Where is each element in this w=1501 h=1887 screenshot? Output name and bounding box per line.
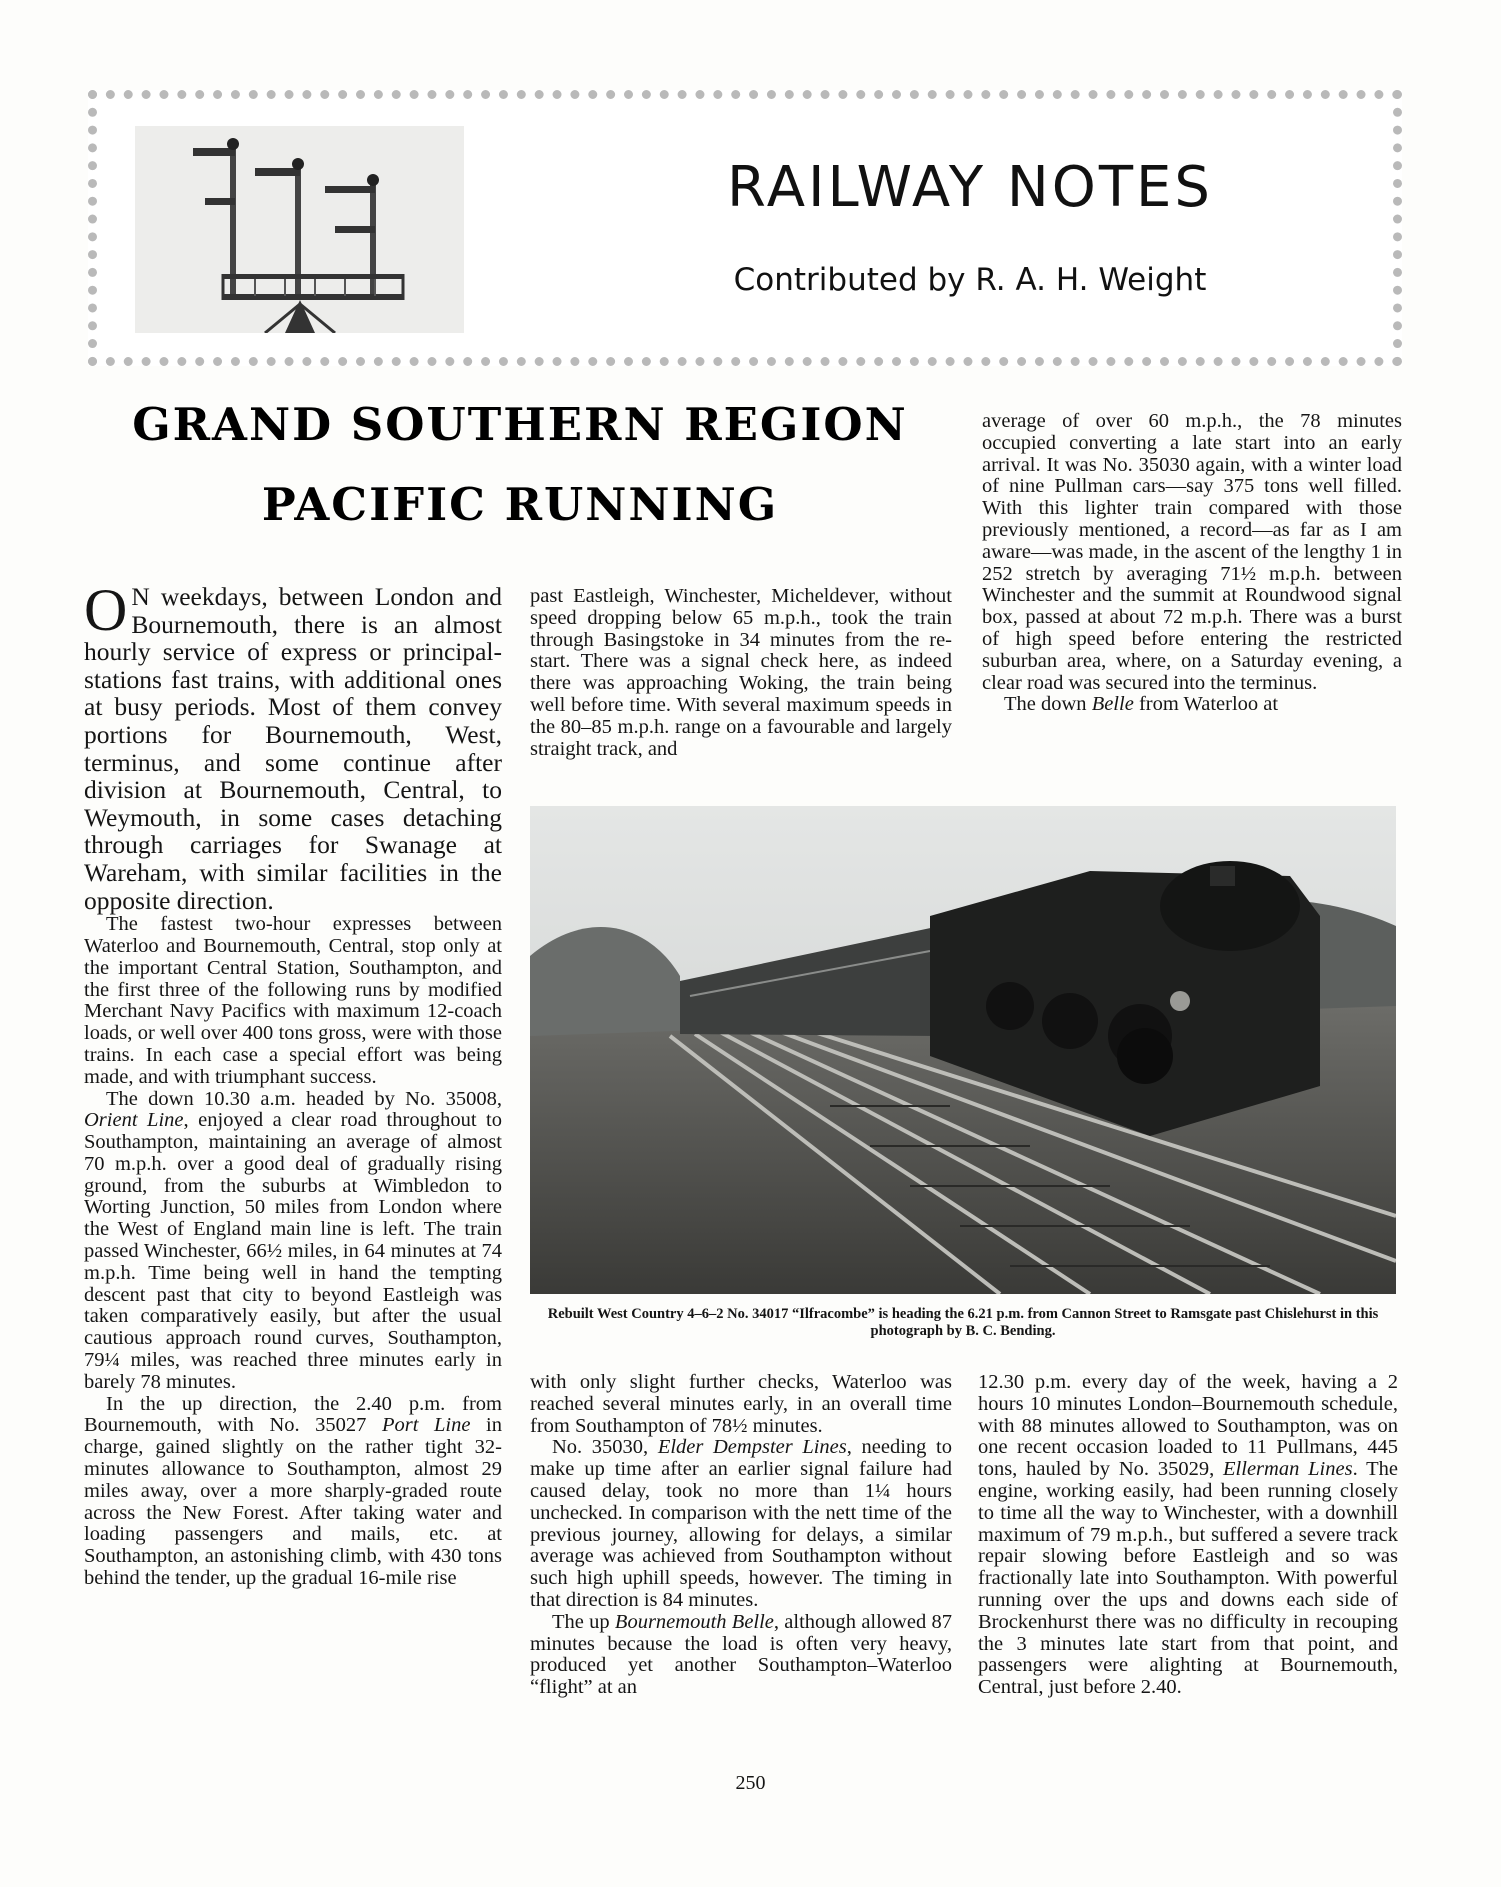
paragraph: In the up direction, the 2.40 p.m. from Bournemouth, with No. 35027 Port Line in charge, gained slightly on the rather tight 32-minutes allowance to Southampton, almost 29 miles away, over a more sharply-graded route across the New Forest. After taking water and loading passengers and mails, etc. at Southampton, an astonishing climb, with 430 tons behind the tender, up the gradual 16-mile rise	[84, 1392, 502, 1590]
train-photo	[530, 806, 1396, 1294]
paragraph: The up Bournemouth Belle, although allowed 87 minutes because the load is often very heavy, produced yet another Southampton–Waterloo “flight” at an	[530, 1610, 952, 1699]
paragraph: with only slight further checks, Waterloo was reached several minutes early, in an overall time from Southampton of 78½ minutes.	[530, 1371, 952, 1437]
byline: Contributed by R. A. H. Weight	[733, 262, 1207, 298]
column-2-bottom	[530, 1372, 952, 1699]
signal-gantry-photo	[135, 126, 464, 333]
paragraph: No. 35030, Elder Dempster Lines, needing to make up time after an earlier signal failure had caused delay, took no more than 1¼ hours unchecked. In comparison with the nett time of the previous journey, allowing for delays, a similar average was achieved from Southampton without such high uphill speeds, however. The timing in that direction is 84 minutes.	[530, 1436, 952, 1611]
paragraph: The fastest two-hour expresses between Waterloo and Bournemouth, Central, stop only at the important Central Station, Southampton, and the first three of the following runs by modified Merchant Navy Pacifics with maximum 12-coach loads, or well over 400 tons gross, were with those trains. In each case a special effort was being made, and with triumphant success.	[84, 913, 502, 1088]
locomotive-illustration	[530, 806, 1396, 1294]
paragraph: 12.30 p.m. every day of the week, having a 2 hours 10 minutes London–Bournemouth schedule, with 88 minutes allowed to Southampton, was on one recent occasion loaded to 11 Pullmans, 445 tons, hauled by No. 35029, Ellerman Lines. The engine, working easily, had been running closely to time all the way to Winchester, with a downhill maximum of 79 m.p.h., but suffered a severe track repair slowing before Eastleigh and so was fractionally late into Southampton. With powerful running over the ups and downs each side of Brockenhurst there was no difficulty in recouping the 3 minutes late start from that point, and passengers were alighting at Bournemouth, Central, just before 2.40.	[978, 1371, 1398, 1699]
drop-cap: O	[84, 577, 128, 643]
paragraph: The down 10.30 a.m. headed by No. 35008, Orient Line, enjoyed a clear road throughout to Southampton, maintaining an average of almost 70 m.p.h. over a good deal of gradually rising ground, from the suburbs at Wimbledon to Worting Junction, 50 miles from London where the West of England main line is left. The train passed Winchester, 66½ miles, in 64 minutes at 74 m.p.h. Time being well in hand the tempting descent past that city to beyond Eastleigh was taken comparatively easily, but after the usual cautious approach round curves, Southampton, 79¼ miles, was reached three minutes early in barely 78 minutes.	[84, 1087, 503, 1393]
article-headline-line-1: GRAND SOUTHERN REGION	[132, 398, 908, 451]
column-1	[84, 577, 503, 1590]
paragraph: The down Belle from Waterloo at	[1004, 693, 1279, 716]
column-3-bottom	[978, 1372, 1398, 1699]
semaphore-signals-illustration	[135, 126, 464, 333]
article-headline-line-2: PACIFIC RUNNING	[261, 478, 779, 531]
column-2-top	[530, 586, 952, 760]
lead-paragraph: O N weekdays, between London and Bournemouth, there is an almost hourly service of express or principal-stations fast trains, with additional ones at busy periods. Most of them convey portions for Bournemouth, West, terminus, and some continue after division at Bournemouth, Central, to Weymouth, in some cases detaching through carriages for Swanage at Wareham, with similar facilities in the opposite direction.	[84, 577, 502, 915]
paragraph: past Eastleigh, Winchester, Micheldever, without speed dropping below 65 m.p.h., took the train through Basingstoke in 34 minutes from the re-start. There was a signal check here, as indeed there was approaching Woking, the train being well before time. With several maximum speeds in the 80–85 m.p.h. range on a favourable and largely straight track, and	[530, 585, 952, 760]
column-3-top	[982, 411, 1402, 716]
page-number: 250	[735, 1772, 766, 1794]
page-title: RAILWAY NOTES	[727, 155, 1213, 220]
paragraph: average of over 60 m.p.h., the 78 minutes occupied converting a late start into an early arrival. It was No. 35030 again, with a winter load of nine Pullman cars—say 375 tons well filled. With this lighter train compared with those previously mentioned, a record—as far as I am aware—was made, in the ascent of the lengthy 1 in 252 stretch by averaging 71½ m.p.h. between Winchester and the summit at Roundwood signal box, passed at about 72 m.p.h. There was a burst of high speed before entering the restricted suburban area, where, on a Saturday evening, a clear road was secured into the terminus.	[982, 410, 1402, 694]
photo-caption: Rebuilt West Country 4–6–2 No. 34017 “Ilfracombe” is heading the 6.21 p.m. from Cannon Street to Ramsgate past Chislehurst in this photograph by B. C. Bending.	[547, 1306, 1379, 1339]
